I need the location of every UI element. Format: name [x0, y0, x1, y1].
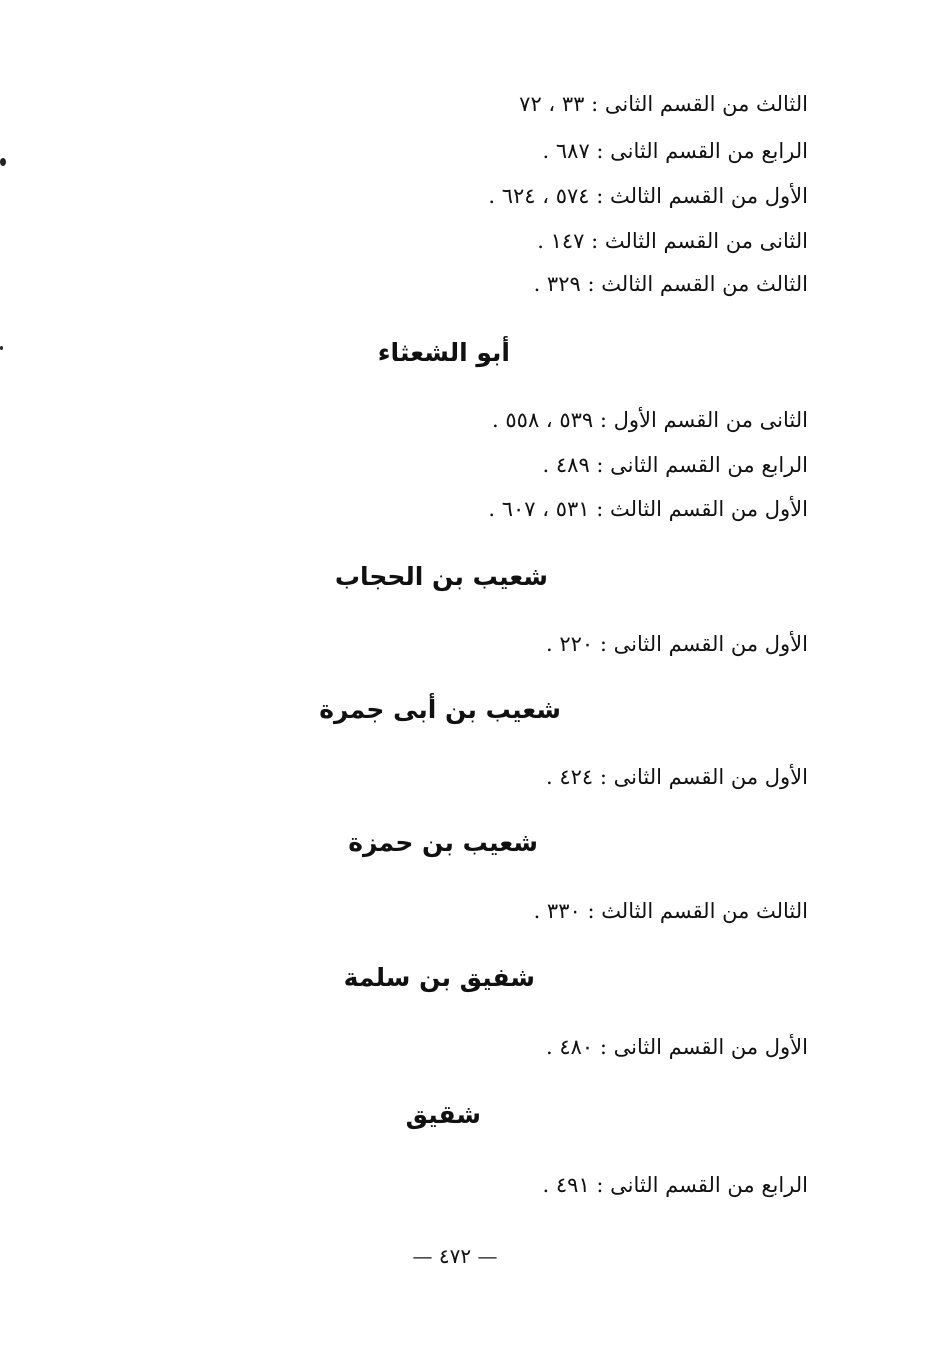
section-heading: أبو الشعثاء	[377, 338, 510, 367]
index-entry: الرابع من القسم الثانى : ٤٩١ .	[542, 1173, 808, 1197]
index-entry: الرابع من القسم الثانى : ٦٨٧ .	[542, 139, 808, 163]
page-number: — ٤٧٢ —	[412, 1244, 498, 1268]
index-entry: الأول من القسم الثانى : ٢٢٠ .	[546, 632, 808, 656]
index-entry: الأول من القسم الثالث : ٥٧٤ ، ٦٢٤ .	[488, 184, 808, 208]
scan-speck	[0, 346, 3, 350]
scan-speck	[0, 158, 6, 166]
section-heading: شقيق	[405, 1100, 481, 1129]
index-entry: الثالث من القسم الثالث : ٣٣٠ .	[533, 899, 808, 923]
section-heading: شعيب بن حمزة	[348, 828, 538, 857]
index-entry: الأول من القسم الثانى : ٤٢٤ .	[546, 765, 808, 789]
section-heading: شعيب بن أبى جمرة	[319, 695, 561, 724]
index-entry: الأول من القسم الثانى : ٤٨٠ .	[546, 1035, 808, 1059]
index-entry: الأول من القسم الثالث : ٥٣١ ، ٦٠٧ .	[488, 497, 808, 521]
index-entry: الرابع من القسم الثانى : ٤٨٩ .	[542, 453, 808, 477]
index-entry: الثالث من القسم الثانى : ٣٣ ، ٧٢	[519, 92, 808, 116]
index-entry: الثانى من القسم الثالث : ١٤٧ .	[537, 229, 808, 253]
index-entry: الثانى من القسم الأول : ٥٣٩ ، ٥٥٨ .	[492, 408, 808, 432]
section-heading: شفيق بن سلمة	[343, 963, 535, 992]
section-heading: شعيب بن الحجاب	[334, 562, 548, 591]
index-entry: الثالث من القسم الثالث : ٣٢٩ .	[533, 272, 808, 296]
